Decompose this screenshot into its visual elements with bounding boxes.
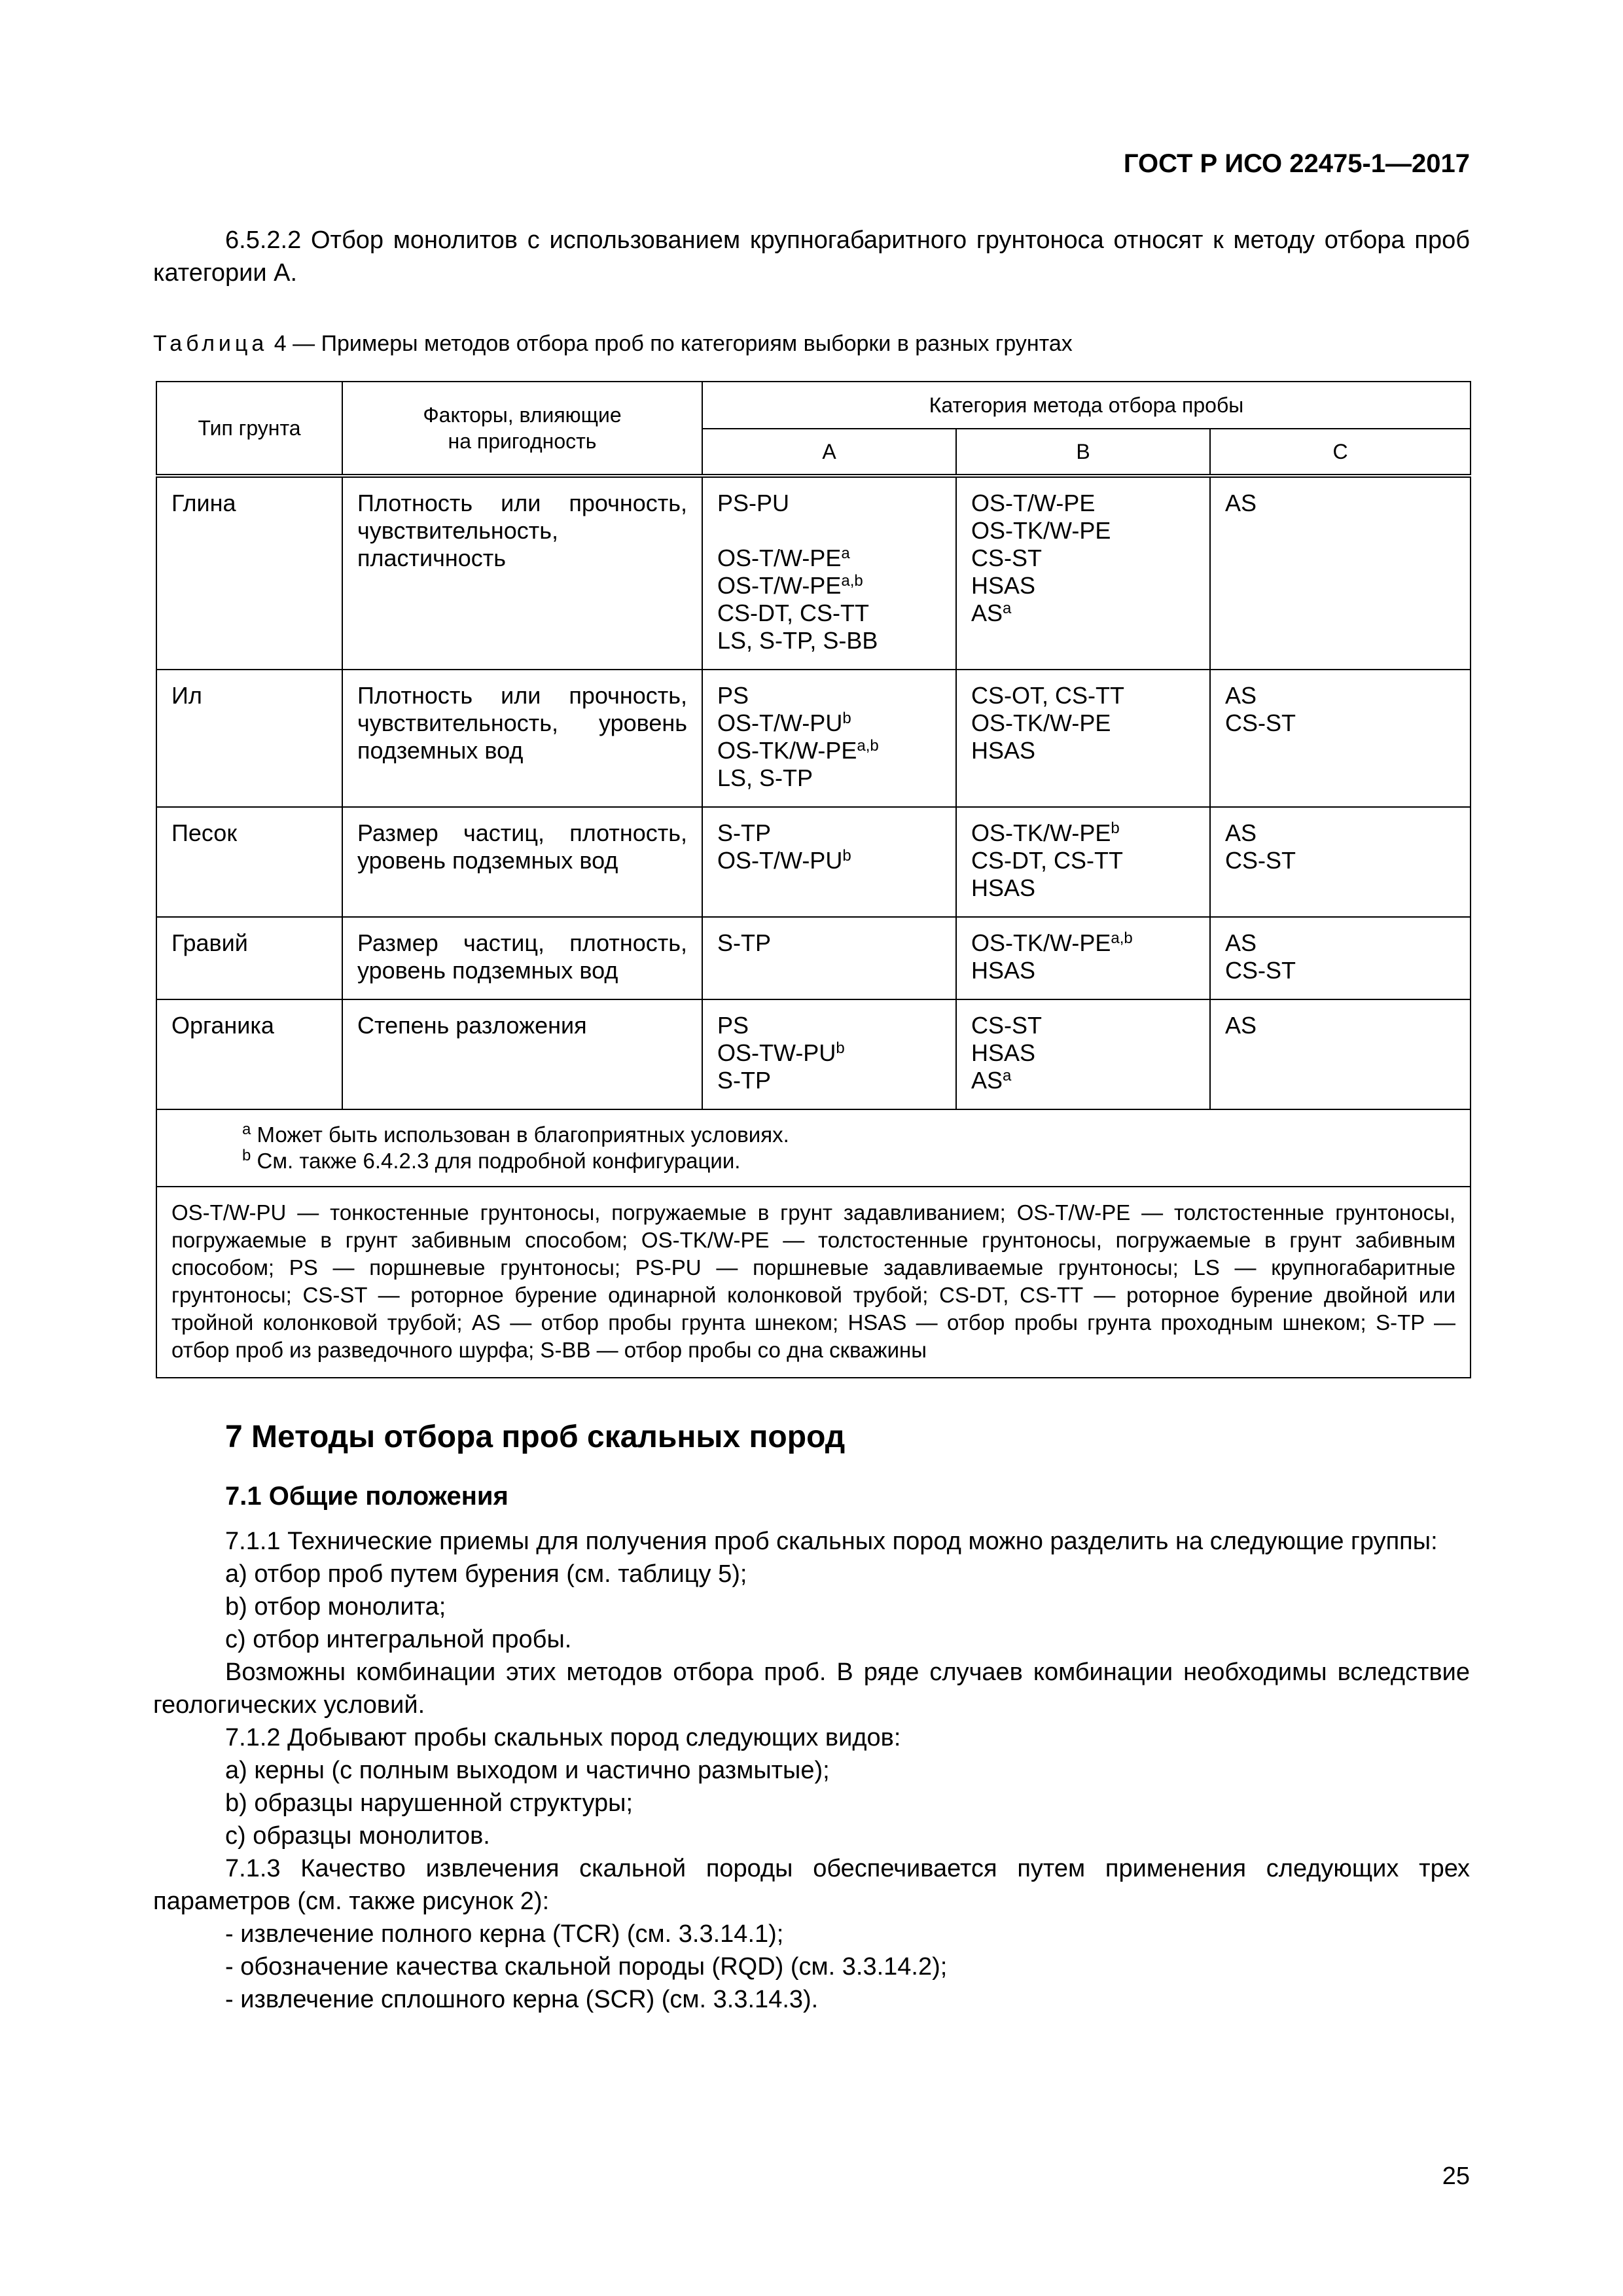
cell-category-b <box>956 670 1210 807</box>
method-code-text: OS-TK/W-PE <box>971 709 1111 736</box>
list-item: - извлечение сплошного керна (SCR) (см. 3.3.14.3). <box>225 1986 819 2013</box>
document-header: ГОСТ Р ИСО 22475-1—2017 <box>1123 149 1470 178</box>
subsection-title: 7.1 Общие положения <box>225 1482 508 1511</box>
method-code <box>717 682 941 709</box>
intro-paragraph: 6.5.2.2 Отбор монолитов с использованием крупногабаритного грунтоноса относят к методу отбора проб категории А. <box>153 226 1470 287</box>
cell-category-a <box>702 917 956 999</box>
method-code-text: CS-ST <box>1225 847 1296 874</box>
footnote-mark: a <box>841 545 850 562</box>
footnote-mark: a,b <box>1111 929 1133 947</box>
method-code-text: CS-OT, CS-TT <box>971 682 1124 709</box>
method-code <box>717 709 941 737</box>
method-code-text: OS-TW-PU <box>717 1039 836 1066</box>
method-code-text: AS <box>1225 490 1257 516</box>
cell-category-c <box>1210 999 1471 1109</box>
method-code <box>971 1067 1195 1094</box>
cell-factors: Размер частиц, плотность, уровень подземных вод <box>342 807 702 917</box>
method-code-text: AS <box>971 600 1003 626</box>
method-code-text: OS-T/W-PE <box>971 490 1096 516</box>
method-code-text: OS-T/W-PE <box>717 572 842 599</box>
method-code <box>717 737 941 764</box>
sampling-methods-table <box>156 381 1471 1378</box>
footnote-mark: a,b <box>857 737 879 755</box>
table-row <box>156 999 1471 1109</box>
list-item: b) отбор монолита; <box>225 1593 446 1621</box>
list-item: а) отбор проб путем бурения (см. таблицу 5); <box>225 1560 747 1588</box>
section-body <box>153 1525 1470 2016</box>
cell-factors: Плотность или прочность, чувствительность, уровень подземных вод <box>342 670 702 807</box>
paragraph-7-1-2: 7.1.2 Добывают пробы скальных пород следующих видов: <box>225 1724 901 1751</box>
table-row <box>156 476 1471 670</box>
method-code-text: AS <box>1225 819 1257 846</box>
method-code-text: AS <box>971 1067 1003 1094</box>
list-item: - извлечение полного керна (TCR) (см. 3.3.14.1); <box>225 1920 784 1948</box>
method-code-text: AS <box>1225 682 1257 709</box>
method-code-text: PS <box>717 1012 749 1039</box>
cell-soil-type: Песок <box>156 807 342 917</box>
method-code <box>1225 957 1455 984</box>
paragraph-combinations: Возможны комбинации этих методов отбора проб. В ряде случаев комбинации необходимы вследствие геологических условий. <box>153 1659 1470 1719</box>
cell-soil-type: Глина <box>156 476 342 670</box>
method-code <box>717 517 941 545</box>
cell-category-a <box>702 999 956 1109</box>
cell-category-a <box>702 476 956 670</box>
cell-category-c <box>1210 917 1471 999</box>
method-code <box>971 929 1195 957</box>
table-row <box>156 807 1471 917</box>
method-code <box>971 1012 1195 1039</box>
method-code-text: CS-ST <box>1225 709 1296 736</box>
page-number: 25 <box>1442 2162 1470 2190</box>
method-code <box>971 1039 1195 1067</box>
header-cat-a: А <box>702 429 956 476</box>
footnote-mark: a <box>242 1121 251 1138</box>
method-code-text: HSAS <box>971 737 1036 764</box>
method-code <box>717 600 941 627</box>
method-code-text: OS-TK/W-PE <box>971 819 1111 846</box>
method-code <box>717 572 941 600</box>
list-item: а) керны (с полным выходом и частично размытые); <box>225 1757 830 1784</box>
method-code <box>717 627 941 655</box>
method-code <box>1225 1012 1455 1039</box>
cell-factors: Степень разложения <box>342 999 702 1109</box>
footnote-mark: b <box>842 847 851 865</box>
footnote-mark: b <box>836 1039 845 1057</box>
list-item: с) отбор интегральной пробы. <box>225 1626 572 1653</box>
method-code <box>717 847 941 874</box>
method-code-text: OS-TK/W-PE <box>971 929 1111 956</box>
method-code <box>971 737 1195 764</box>
method-code-text: OS-T/W-PE <box>717 545 842 571</box>
method-code-text: OS-TK/W-PE <box>717 737 857 764</box>
method-code <box>717 929 941 957</box>
cell-category-b <box>956 917 1210 999</box>
method-code <box>1225 847 1455 874</box>
method-code <box>717 490 941 517</box>
cell-factors: Плотность или прочность, чувствительность, пластичность <box>342 476 702 670</box>
method-code-text: OS-T/W-PU <box>717 847 843 874</box>
cell-category-c <box>1210 807 1471 917</box>
method-code-text: LS, S-TP <box>717 764 813 791</box>
method-code <box>971 957 1195 984</box>
footnote-mark: a <box>1003 600 1012 617</box>
method-code <box>971 682 1195 709</box>
table-row <box>156 917 1471 999</box>
method-code <box>971 847 1195 874</box>
footnote-a <box>242 1122 1455 1148</box>
method-code-text: LS, S-TP, S-BB <box>717 627 878 654</box>
paragraph-7-1-1: 7.1.1 Технические приемы для получения проб скальных пород можно разделить на следующие группы: <box>225 1528 1438 1555</box>
cell-soil-type: Органика <box>156 999 342 1109</box>
method-code <box>717 1039 941 1067</box>
header-soil-type: Тип грунта <box>156 382 342 476</box>
cell-category-b <box>956 807 1210 917</box>
footnote-mark: b <box>1111 819 1120 837</box>
method-code <box>971 874 1195 902</box>
method-code <box>717 1067 941 1094</box>
method-code <box>1225 490 1455 517</box>
method-code-text: HSAS <box>971 957 1036 984</box>
list-item: b) образцы нарушенной структуры; <box>225 1789 633 1817</box>
method-code-text: S-TP <box>717 929 772 956</box>
list-item: - обозначение качества скальной породы (RQD) (см. 3.3.14.2); <box>225 1953 948 1981</box>
method-code <box>971 600 1195 627</box>
table-caption <box>153 331 1073 357</box>
method-code <box>717 545 941 572</box>
table-footnotes <box>156 1109 1471 1187</box>
header-factors <box>342 382 702 476</box>
method-code-text: CS-ST <box>971 545 1042 571</box>
method-code-text: OS-TK/W-PE <box>971 517 1111 544</box>
cell-soil-type: Гравий <box>156 917 342 999</box>
method-code-text: CS-ST <box>971 1012 1042 1039</box>
method-code-text: S-TP <box>717 1067 772 1094</box>
method-code-text: OS-T/W-PU <box>717 709 843 736</box>
method-code-text: PS <box>717 682 749 709</box>
footnote-b <box>242 1148 1455 1174</box>
method-code <box>971 517 1195 545</box>
header-category: Категория метода отбора пробы <box>702 382 1471 429</box>
method-code-text: CS-DT, CS-TT <box>971 847 1123 874</box>
cell-category-b <box>956 999 1210 1109</box>
footnote-text: Может быть использован в благоприятных условиях. <box>257 1122 789 1147</box>
header-cat-c: С <box>1210 429 1471 476</box>
footnote-text: См. также 6.4.2.3 для подробной конфигурации. <box>257 1149 741 1173</box>
method-code-text: HSAS <box>971 1039 1036 1066</box>
method-code-text: AS <box>1225 929 1257 956</box>
list-item: с) образцы монолитов. <box>225 1822 490 1850</box>
method-code <box>1225 682 1455 709</box>
method-code <box>717 764 941 792</box>
cell-factors: Размер частиц, плотность, уровень подземных вод <box>342 917 702 999</box>
cell-category-c <box>1210 476 1471 670</box>
table-row <box>156 670 1471 807</box>
method-code-text: PS-PU <box>717 490 790 516</box>
footnote-mark: b <box>842 709 851 727</box>
method-code-text: HSAS <box>971 874 1036 901</box>
table-caption-text: 4 — Примеры методов отбора проб по категориям выборки в разных грунтах <box>274 331 1073 356</box>
method-code <box>717 819 941 847</box>
header-factors-line2: на пригодность <box>448 429 597 453</box>
method-code <box>717 1012 941 1039</box>
method-code <box>1225 709 1455 737</box>
cell-category-c <box>1210 670 1471 807</box>
method-code <box>971 572 1195 600</box>
paragraph-7-1-3: 7.1.3 Качество извлечения скальной породы обеспечивается путем применения следующих трех параметров (см. также рисунок 2): <box>153 1855 1470 1915</box>
header-factors-line1: Факторы, влияющие <box>423 403 622 427</box>
method-code <box>971 709 1195 737</box>
footnote-mark: a,b <box>841 572 863 590</box>
method-code-text: CS-DT, CS-TT <box>717 600 869 626</box>
method-code <box>971 490 1195 517</box>
method-code-text: HSAS <box>971 572 1036 599</box>
footnote-mark: b <box>242 1147 251 1164</box>
method-code <box>971 819 1195 847</box>
method-code-text: S-TP <box>717 819 772 846</box>
cell-soil-type: Ил <box>156 670 342 807</box>
method-code <box>971 545 1195 572</box>
method-code <box>1225 929 1455 957</box>
method-code-text: CS-ST <box>1225 957 1296 984</box>
table-caption-label: Таблица <box>153 331 268 356</box>
section-title: 7 Методы отбора проб скальных пород <box>225 1420 846 1454</box>
cell-category-a <box>702 807 956 917</box>
cell-category-b <box>956 476 1210 670</box>
table-body <box>156 476 1471 1109</box>
footnote-mark: a <box>1003 1067 1012 1085</box>
header-cat-b: В <box>956 429 1210 476</box>
cell-category-a <box>702 670 956 807</box>
table-abbreviations: OS-T/W-PU — тонкостенные грунтоносы, погружаемые в грунт задавливанием; OS-T/W-PE — толстостенные грунтоносы, погружаемые в грунт забивным способом; OS-TK/W-PE — толстостенные грунтоносы, погружаемые в грунт забивным способом; PS — поршневые грунтоносы; PS-PU — поршневые задавливаемые грунтоносы; LS — крупногабаритные грунтоносы; CS-ST — роторное бурение одинарной колонковой трубой; CS-DT, CS-TT — роторное бурение двойной или тройной колонковой трубой; AS — отбор пробы грунта шнеком; HSAS — отбор пробы грунта проходным шнеком; S-TP — отбор проб из разведочного шурфа; S-BB — отбор пробы со дна скважины <box>156 1187 1471 1378</box>
method-code-text: AS <box>1225 1012 1257 1039</box>
method-code <box>1225 819 1455 847</box>
